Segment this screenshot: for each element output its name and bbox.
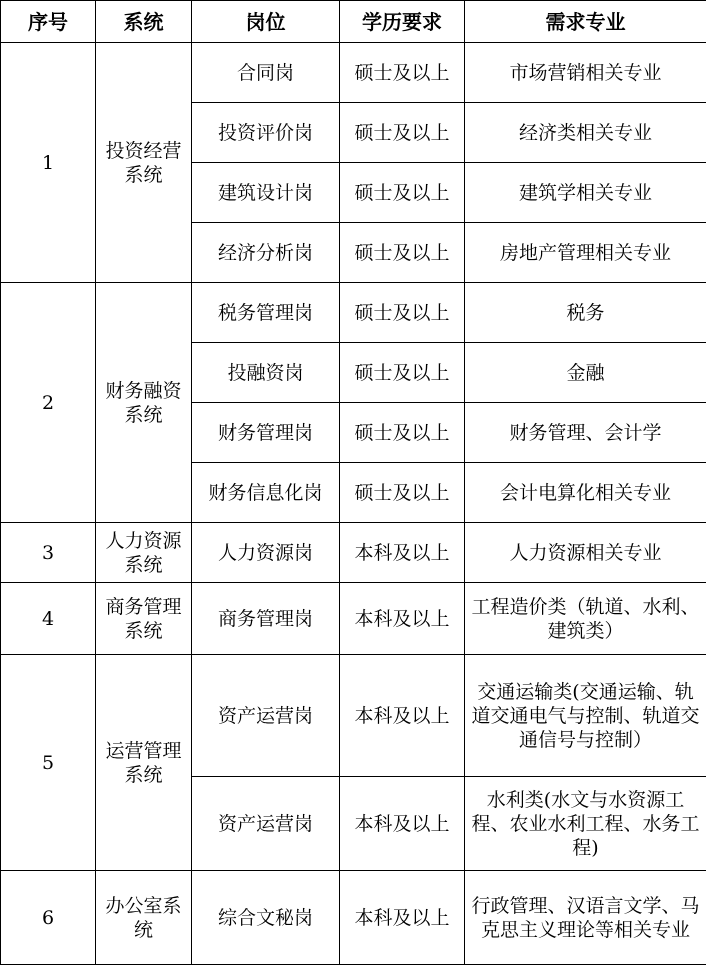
education-cell: 硕士及以上 — [340, 43, 465, 103]
header-position: 岗位 — [192, 1, 340, 43]
table-row — [1, 871, 706, 965]
education-cell: 硕士及以上 — [340, 103, 465, 163]
position-cell: 建筑设计岗 — [192, 163, 340, 223]
major-cell: 建筑学相关专业 — [465, 163, 706, 223]
education-cell: 本科及以上 — [340, 871, 465, 965]
seq-cell: 3 — [1, 523, 96, 583]
education-cell: 硕士及以上 — [340, 403, 465, 463]
header-education: 学历要求 — [340, 1, 465, 43]
major-cell: 经济类相关专业 — [465, 103, 706, 163]
major-cell: 交通运输类(交通运输、轨道交通电气与控制、轨道交通信号与控制） — [465, 655, 706, 777]
education-cell: 本科及以上 — [340, 523, 465, 583]
major-cell: 市场营销相关专业 — [465, 43, 706, 103]
seq-cell: 5 — [1, 655, 96, 871]
position-cell: 税务管理岗 — [192, 283, 340, 343]
education-cell: 硕士及以上 — [340, 463, 465, 523]
seq-cell: 1 — [1, 43, 96, 283]
system-cell: 商务管理系统 — [96, 583, 192, 655]
position-cell: 资产运营岗 — [192, 655, 340, 777]
position-cell: 商务管理岗 — [192, 583, 340, 655]
major-cell: 人力资源相关专业 — [465, 523, 706, 583]
header-row — [1, 1, 706, 43]
major-cell: 工程造价类（轨道、水利、建筑类） — [465, 583, 706, 655]
position-cell: 综合文秘岗 — [192, 871, 340, 965]
position-cell: 投资评价岗 — [192, 103, 340, 163]
system-cell: 财务融资系统 — [96, 283, 192, 523]
education-cell: 本科及以上 — [340, 583, 465, 655]
system-cell: 投资经营系统 — [96, 43, 192, 283]
table-row — [1, 583, 706, 655]
position-cell: 投融资岗 — [192, 343, 340, 403]
position-cell: 财务信息化岗 — [192, 463, 340, 523]
system-cell: 办公室系统 — [96, 871, 192, 965]
education-cell: 硕士及以上 — [340, 283, 465, 343]
table-row — [1, 43, 706, 103]
major-cell: 税务 — [465, 283, 706, 343]
major-cell: 金融 — [465, 343, 706, 403]
seq-cell: 2 — [1, 283, 96, 523]
major-cell: 财务管理、会计学 — [465, 403, 706, 463]
position-cell: 经济分析岗 — [192, 223, 340, 283]
seq-cell: 6 — [1, 871, 96, 965]
education-cell: 本科及以上 — [340, 655, 465, 777]
education-cell: 本科及以上 — [340, 777, 465, 871]
major-cell: 房地产管理相关专业 — [465, 223, 706, 283]
system-cell: 运营管理系统 — [96, 655, 192, 871]
table-row — [1, 523, 706, 583]
major-cell: 会计电算化相关专业 — [465, 463, 706, 523]
major-cell: 行政管理、汉语言文学、马克思主义理论等相关专业 — [465, 871, 706, 965]
header-seq: 序号 — [1, 1, 96, 43]
position-cell: 财务管理岗 — [192, 403, 340, 463]
header-major: 需求专业 — [465, 1, 706, 43]
position-cell: 合同岗 — [192, 43, 340, 103]
major-cell: 水利类(水文与水资源工程、农业水利工程、水务工程) — [465, 777, 706, 871]
header-system: 系统 — [96, 1, 192, 43]
education-cell: 硕士及以上 — [340, 343, 465, 403]
position-cell: 人力资源岗 — [192, 523, 340, 583]
education-cell: 硕士及以上 — [340, 163, 465, 223]
position-cell: 资产运营岗 — [192, 777, 340, 871]
system-cell: 人力资源系统 — [96, 523, 192, 583]
seq-cell: 4 — [1, 583, 96, 655]
education-cell: 硕士及以上 — [340, 223, 465, 283]
table-row — [1, 283, 706, 343]
table-row — [1, 655, 706, 777]
